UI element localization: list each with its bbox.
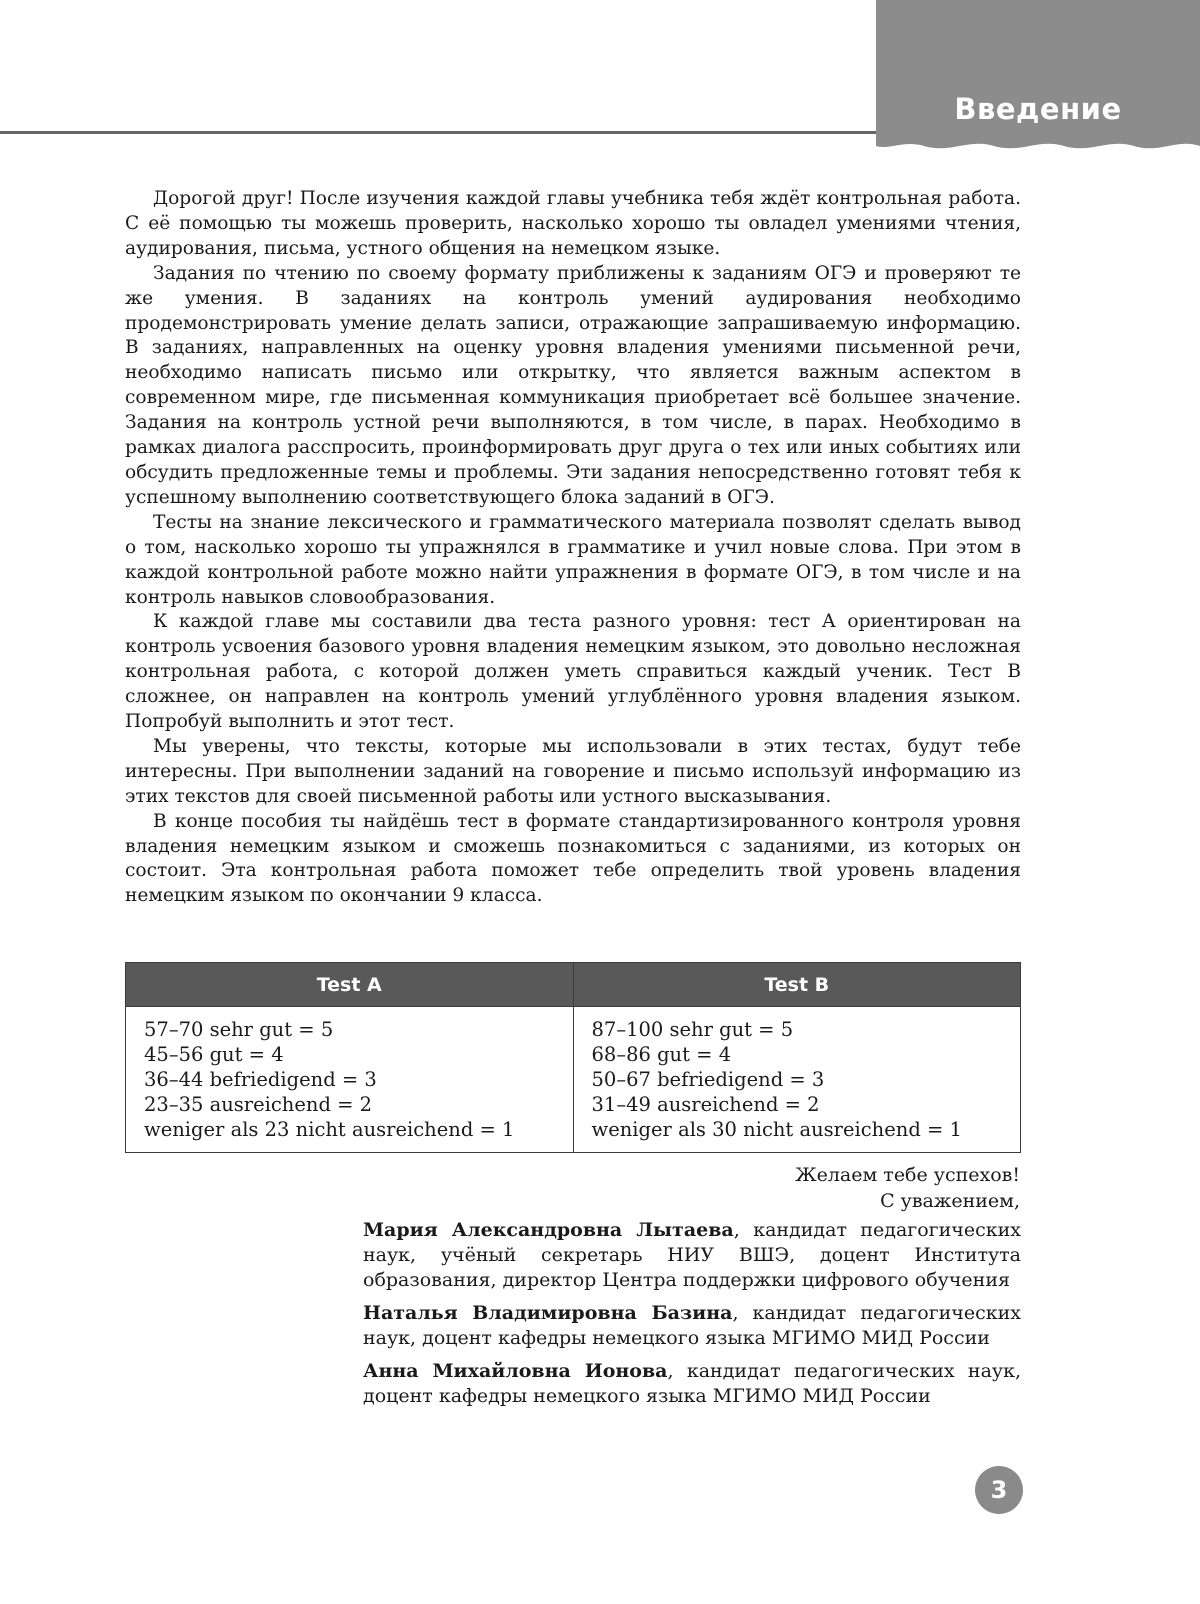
grade-line: weniger als 23 nicht ausreichend = 1 [144, 1118, 515, 1141]
grade-line: 36–44 befriedigend = 3 [144, 1068, 377, 1091]
grading-table [125, 962, 1021, 1153]
author-description: , кандидат педагогических наук, доцент кафедры немецкого языка МГИМО МИД России [363, 1360, 1022, 1407]
grade-line: 87–100 sehr gut = 5 [591, 1018, 794, 1041]
author-entry [363, 1359, 1021, 1409]
author-name: Анна Михайловна Ионова [363, 1360, 668, 1382]
grade-line: 57–70 sehr gut = 5 [144, 1018, 334, 1041]
grade-line: weniger als 30 nicht ausreichend = 1 [591, 1118, 962, 1141]
closing [600, 1162, 1020, 1214]
closing-wish: Желаем тебе успехов! [795, 1164, 1020, 1186]
paragraph: К каждой главе мы составили два теста разного уровня: тест А ориентирован на контроль усвоения базового уровня владения немецким языком, это довольно несложная контрольная работа, с которой должен уметь справиться каждый ученик. Тест В сложнее, он направлен на контроль умений углублённого уровня владения языком. Попробуй выполнить и этот тест. [125, 611, 1021, 733]
test-a-grades [126, 1007, 574, 1153]
grade-line: 45–56 gut = 4 [144, 1043, 284, 1066]
grade-line: 50–67 befriedigend = 3 [591, 1068, 825, 1091]
author-description: , кандидат педагогических наук, доцент кафедры немецкого языка МГИМО МИД России [363, 1302, 1022, 1349]
grade-line: 23–35 ausreichend = 2 [144, 1093, 373, 1116]
column-header-test-b: Test B [573, 963, 1021, 1007]
page-number: 3 [975, 1466, 1023, 1514]
grade-line: 31–49 ausreichend = 2 [591, 1093, 820, 1116]
paragraph: Дорогой друг! После изучения каждой главы учебника тебя ждёт контрольная работа. С её помощью ты можешь проверить, насколько хорошо ты овладел умениями чтения, аудирования, письма, устного общения на немецком языке. [125, 188, 1021, 259]
author-list [363, 1218, 1021, 1417]
author-entry [363, 1301, 1021, 1351]
column-header-test-a: Test A [126, 963, 574, 1007]
author-entry [363, 1218, 1021, 1293]
section-tab [876, 0, 1200, 154]
author-name: Наталья Владимировна Базина [363, 1302, 733, 1324]
intro-text [125, 187, 1021, 909]
paragraph: Мы уверены, что тексты, которые мы использовали в этих тестах, будут тебе интересны. При выполнении заданий на говорение и письмо используй информацию из этих текстов для своей письменной работы или устного высказывания. [125, 735, 1021, 807]
grade-line: 68–86 gut = 4 [591, 1043, 732, 1066]
author-name: Мария Александровна Лытаева [363, 1219, 734, 1241]
paragraph: Задания по чтению по своему формату приближены к заданиям ОГЭ и проверяют те же умения. В заданиях на контроль умений аудирования необходимо продемонстрировать умение делать записи, отражающие запрашиваемую информацию. В заданиях, направленных на оценку уровня владения умениями письменной речи, необходимо написать письмо или открытку, что является важным аспектом в современном мире, где письменная коммуникация приобретает всё большее значение. Задания на контроль устной речи выполняются, в том числе, в парах. Необходимо в рамках диалога расспросить, проинформировать друг друга о тех или иных событиях или обсудить предложенные темы и проблемы. Эти задания непосредственно готовят тебя к успешному выполнению соответствующего блока заданий в ОГЭ. [125, 262, 1021, 508]
section-title: Введение [954, 92, 1122, 126]
author-description: , кандидат педагогических наук, учёный секретарь НИУ ВШЭ, доцент Института образования, директор Центра поддержки цифрового обучения [363, 1219, 1021, 1291]
paragraph: Тесты на знание лексического и грамматического материала позволят сделать вывод о том, насколько хорошо ты упражнялся в грамматике и учил новые слова. При этом в каждой контрольной работе можно найти упражнения в формате ОГЭ, в том числе и на контроль навыков словообразования. [125, 511, 1021, 608]
paragraph: В конце пособия ты найдёшь тест в формате стандартизированного контроля уровня владения немецким языком и сможешь познакомиться с заданиями, из которых он состоит. Эта контрольная работа поможет тебе определить твой уровень владения немецким языком по окончании 9 класса. [125, 810, 1021, 907]
section-tab-shape [876, 0, 1200, 154]
test-b-grades [573, 1007, 1021, 1153]
header-rule [0, 131, 876, 134]
table-header-row [126, 963, 1021, 1007]
table-row [126, 1007, 1021, 1153]
closing-regards: С уважением, [880, 1190, 1020, 1212]
